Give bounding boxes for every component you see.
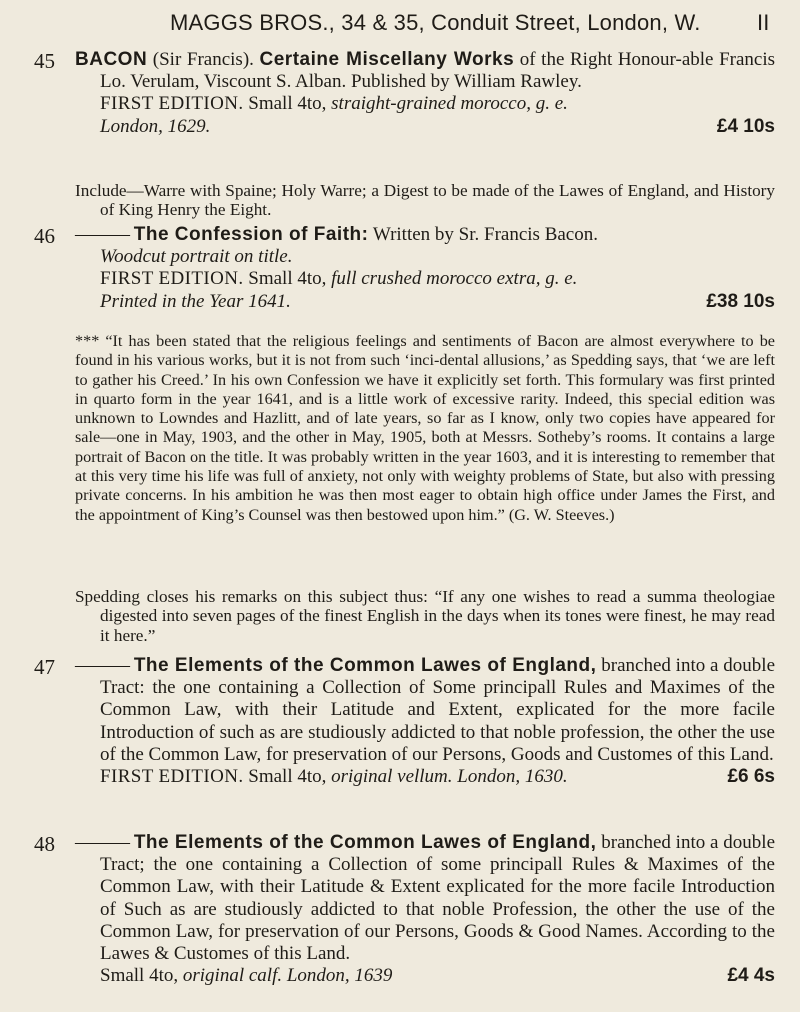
edition-label: FIRST EDITION. bbox=[100, 766, 244, 788]
imprint-line bbox=[75, 291, 775, 313]
lot-number: 47 bbox=[34, 655, 55, 679]
imprint: Printed in the Year 1641. bbox=[100, 290, 291, 312]
binding: original calf. bbox=[182, 965, 283, 987]
edition-line bbox=[75, 93, 775, 115]
book-title-rest: Written by Sr. Francis Bacon. bbox=[372, 224, 598, 245]
edition-line bbox=[75, 766, 775, 788]
edition-label: FIRST EDITION. bbox=[100, 93, 244, 115]
entry-title-block bbox=[75, 655, 775, 766]
book-title-rest: of the Right Honour-able Francis Lo. Verulam, Viscount S. Alban. Published by William Rawley. bbox=[100, 49, 776, 93]
format: Small 4to, bbox=[248, 268, 327, 290]
lot-number: 48 bbox=[34, 832, 55, 856]
lot-number: 46 bbox=[34, 224, 55, 248]
running-title: MAGGS BROS., 34 & 35, Conduit Street, London, W. bbox=[170, 10, 701, 35]
entry-note: Spedding closes his remarks on this subject thus: “If any one wishes to read a summa theologiae digested into seven pages of the finest English in the days when its tones were finest, he may read it here.” bbox=[75, 587, 775, 645]
format-line bbox=[75, 965, 775, 987]
page-number: II bbox=[757, 10, 770, 35]
imprint-line bbox=[75, 116, 775, 138]
entry-title-block bbox=[75, 224, 775, 246]
entry-title-block bbox=[75, 49, 775, 93]
ditto-dash: ——— bbox=[75, 655, 129, 676]
binding: full crushed morocco extra, g. e. bbox=[331, 268, 578, 290]
book-title-rest: branched into a double Tract: the one containing a Collection of Some principall Rules and Maximes of the Common Law, with their Latitude and Extent, explicated for the more facile Introduction of such as are studiously addicted to that noble profession, the other the use of the Common Law, for preservation of our Persons, Goods and Customes of this Land. bbox=[100, 655, 776, 765]
binding: straight-grained morocco, g. e. bbox=[331, 93, 568, 115]
format: Small 4to, bbox=[248, 93, 327, 115]
ditto-dash: ——— bbox=[75, 224, 129, 245]
binding: original vellum. bbox=[331, 766, 453, 788]
ditto-dash: ——— bbox=[75, 832, 129, 853]
entry-title-block bbox=[75, 832, 775, 965]
format: Small 4to, bbox=[248, 766, 327, 788]
imprint: London, 1629. bbox=[100, 115, 211, 137]
lot-number: 45 bbox=[34, 49, 55, 73]
price: £4 4s bbox=[727, 965, 775, 987]
book-title: The Elements of the Common Lawes of England, bbox=[133, 832, 597, 853]
subtitle: Woodcut portrait on title. bbox=[100, 246, 293, 268]
running-header bbox=[170, 10, 770, 36]
author-detail: (Sir Francis). bbox=[152, 49, 254, 70]
edition-label: FIRST EDITION. bbox=[100, 268, 244, 290]
entry-note: Include—Warre with Spaine; Holy Warre; a Digest to be made of the Lawes of England, and History of King Henry the Eight. bbox=[75, 181, 775, 220]
imprint: London, 1639 bbox=[286, 965, 393, 987]
price: £38 10s bbox=[706, 290, 775, 312]
book-title: The Elements of the Common Lawes of England, bbox=[133, 655, 597, 676]
imprint: London, 1630. bbox=[457, 766, 568, 788]
edition-line bbox=[75, 268, 775, 290]
price: £6 6s bbox=[727, 766, 775, 788]
format: Small 4to, bbox=[100, 965, 179, 987]
author-name: BACON bbox=[75, 49, 148, 70]
entry-note: *** “It has been stated that the religious feelings and sentiments of Bacon are almost everywhere to be found in his various works, but it is not from such ‘inci-dental allusions,’ as Spedding says, that ‘we are left to gather his Creed.’ In his own Confession we have it explicitly set forth. This formulary was first printed in quarto form in the year 1641, and is a little work of excessive rarity. Indeed, this special edition was unknown to Lowndes and Hazlitt, and of late years, so far as I know, only two copies have appeared for sale—one in May, 1903, and the other in May, 1905, both at Messrs. Sotheby’s rooms. It contains a large portrait of Bacon on the title. It was probably written in the year 1603, and it is interesting to remember that at this very time his life was full of anxiety, not only with weighty problems of State, but also with pressing private concerns. In his ambition he was then most eager to obtain high office under James the First, and the appointment of King’s Counsel was then bestowed upon him.” (G. W. Steeves.) bbox=[75, 332, 775, 524]
price: £4 10s bbox=[716, 115, 775, 137]
book-title: The Confession of Faith: bbox=[133, 224, 369, 245]
book-title-rest: branched into a double Tract; the one containing a Collection of some principall Rules & Maximes of the Common Law, with their Latitude & Extent explicated for the more facile Introduction of Such as are studiously addicted to that noble Profession, the other the use of the Common Law, for preservation of our Persons, Goods & Good Names. According to the Lawes & Customes of this Land. bbox=[100, 832, 776, 965]
book-title: Certaine Miscellany Works bbox=[259, 49, 515, 70]
